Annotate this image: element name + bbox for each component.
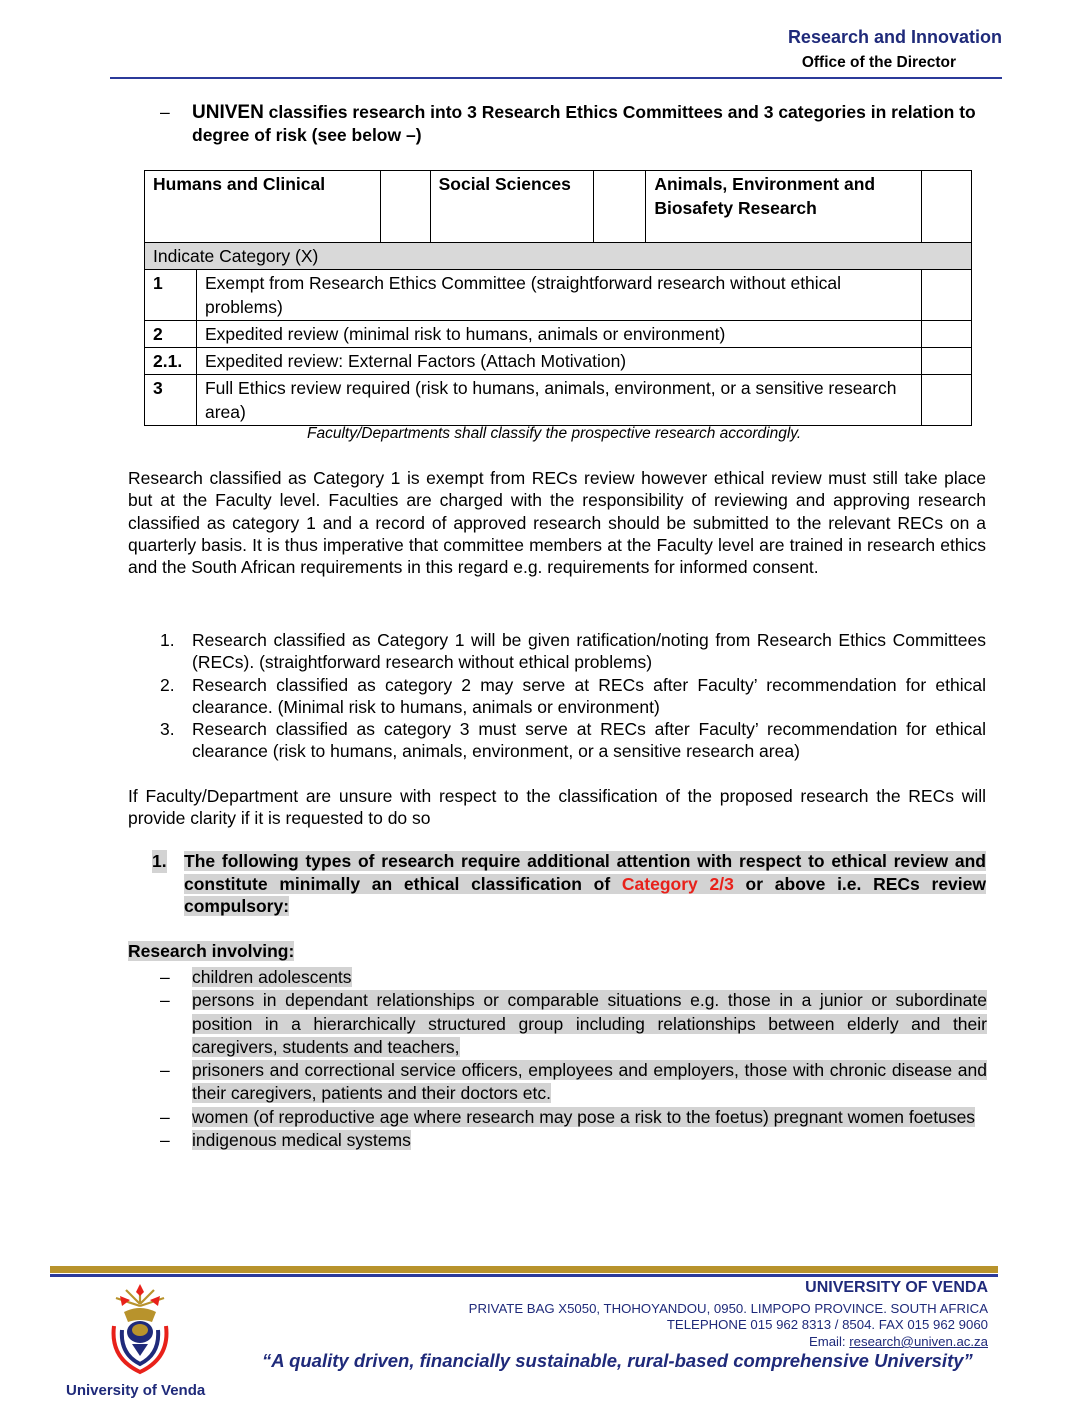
- footer-telephone: TELEPHONE 015 962 8313 / 8504. FAX 015 962 9060: [666, 1317, 988, 1332]
- committee-checkbox-animals[interactable]: [922, 171, 972, 243]
- intro-bullet: [160, 101, 990, 147]
- committee-checkbox-humans[interactable]: [380, 171, 430, 243]
- section-number: 1.: [152, 851, 167, 871]
- category-row: [145, 270, 972, 321]
- category-table: [144, 170, 972, 426]
- category-checkbox[interactable]: [922, 375, 972, 426]
- category-description: Full Ethics review required (risk to humans, animals, environment, or a sensitive research area): [196, 375, 921, 426]
- category-number: 1: [145, 270, 197, 321]
- indicate-category-label: Indicate Category (X): [145, 243, 972, 270]
- committee-humans-clinical: Humans and Clinical: [145, 171, 381, 243]
- list-item: [160, 989, 987, 1059]
- category-row: [145, 348, 972, 375]
- committee-header-row: [145, 171, 972, 243]
- research-involving-heading: Research involving:: [128, 941, 295, 961]
- bullet-dash: –: [160, 1106, 170, 1127]
- list-item: [160, 966, 987, 989]
- list-item: [160, 718, 986, 763]
- header-title: Research and Innovation: [787, 27, 1002, 47]
- header-divider: [110, 77, 1002, 79]
- bullet-dash: –: [160, 102, 170, 122]
- list-text: Research classified as category 3 must serve at RECs after Faculty’ recommendation for ethical clearance (risk to humans, animals, environment, or a sensitive research area): [192, 719, 986, 762]
- list-item: [160, 1059, 987, 1106]
- committee-social-sciences: Social Sciences: [430, 171, 594, 243]
- committee-checkbox-social[interactable]: [594, 171, 646, 243]
- logo-wordmark: University of Venda: [66, 1382, 206, 1399]
- category-row: [145, 375, 972, 426]
- footer-university-name: UNIVERSITY OF VENDA: [805, 1279, 988, 1296]
- category-number: 2: [145, 321, 197, 348]
- university-logo-icon: [80, 1282, 200, 1382]
- footer-gold-rule: [50, 1266, 998, 1273]
- list-number: 3.: [160, 719, 175, 740]
- additional-attention-section: [152, 850, 986, 918]
- footer-email: [809, 1334, 988, 1349]
- section-text: [184, 850, 986, 918]
- category-checkbox[interactable]: [922, 270, 972, 321]
- bullet-dash: –: [160, 1060, 170, 1081]
- list-text: Research classified as Category 1 will be given ratification/noting from Research Ethics Committees (RECs). (straightforward research without ethical problems): [192, 630, 986, 673]
- category-row: [145, 321, 972, 348]
- category-description: Exempt from Research Ethics Committee (straightforward research without ethical problems): [196, 270, 921, 321]
- list-number: 1.: [160, 630, 175, 650]
- list-number: 2.: [160, 674, 175, 695]
- list-text: indigenous medical systems: [192, 1130, 411, 1151]
- list-text: Research classified as category 2 may serve at RECs after Faculty’ recommendation for ethical clearance. (Minimal risk to humans, animals or environment): [192, 674, 986, 717]
- category1-paragraph: Research classified as Category 1 is exempt from RECs review however ethical review must still take place but at the Faculty level. Faculties are charged with the responsibility of reviewing and approving research classified as category 1 and a record of approved research should be submitted to the relevant RECs on a quarterly basis. It is thus imperative that committee members at the Faculty level are trained in research ethics and the South African requirements in this regard e.g. requirements for informed consent.: [128, 468, 986, 578]
- email-label: Email:: [808, 1334, 850, 1349]
- research-involving-list: [160, 966, 987, 1152]
- bullet-dash: –: [160, 990, 170, 1011]
- list-item: [160, 629, 986, 674]
- indicate-category-row: [145, 243, 972, 270]
- list-text: persons in dependant relationships or comparable situations e.g. those in a junior or subordinate position in a hierarchically structured group including relationships between elderly and their caregivers, students and teachers,: [192, 990, 987, 1057]
- header-subtitle: Office of the Director: [801, 54, 956, 71]
- category-number: 3: [145, 375, 197, 426]
- category-description: Expedited review: External Factors (Attach Motivation): [196, 348, 921, 375]
- list-item: [160, 1106, 987, 1129]
- category-number: 2.1.: [145, 348, 197, 375]
- classification-list: [160, 629, 986, 763]
- intro-lead: UNIVEN: [192, 102, 264, 123]
- list-item: [160, 1129, 987, 1152]
- category-highlight: Category 2/3: [621, 873, 734, 894]
- section-text-after: or above i.e. RECs review compulsory:: [184, 873, 986, 917]
- intro-text: [192, 101, 990, 147]
- bullet-dash: –: [160, 967, 170, 987]
- intro-rest: classifies research into 3 Research Ethics Committees and 3 categories in relation to degree of risk (see below –): [192, 102, 976, 145]
- category-checkbox[interactable]: [922, 321, 972, 348]
- list-text: children adolescents: [192, 967, 352, 987]
- list-text: women (of reproductive age where research may pose a risk to the foetus) pregnant women foetuses: [192, 1106, 976, 1127]
- category-checkbox[interactable]: [922, 348, 972, 375]
- footer-motto: “A quality driven, financially sustainable, rural-based comprehensive University”: [262, 1350, 973, 1371]
- list-item: [160, 674, 986, 719]
- email-link[interactable]: research@univen.ac.za: [849, 1334, 988, 1349]
- category-description: Expedited review (minimal risk to humans, animals or environment): [196, 321, 921, 348]
- table-caption: Faculty/Departments shall classify the prospective research accordingly.: [307, 425, 802, 442]
- clarity-paragraph: If Faculty/Department are unsure with respect to the classification of the proposed research the RECs will provide clarity if it is requested to do so: [128, 786, 986, 829]
- list-text: prisoners and correctional service officers, employees and employers, those with chronic disease and their caregivers, patients and their doctors etc.: [192, 1060, 987, 1104]
- committee-animals-environment: Animals, Environment and Biosafety Research: [646, 171, 922, 243]
- bullet-dash: –: [160, 1130, 170, 1151]
- footer-blue-rule: [50, 1274, 998, 1277]
- section-text-before: The following types of research require additional attention with respect to ethical review and constitute minimally an ethical classification of: [184, 851, 986, 894]
- footer-address: PRIVATE BAG X5050, THOHOYANDOU, 0950. LIMPOPO PROVINCE. SOUTH AFRICA: [468, 1301, 988, 1316]
